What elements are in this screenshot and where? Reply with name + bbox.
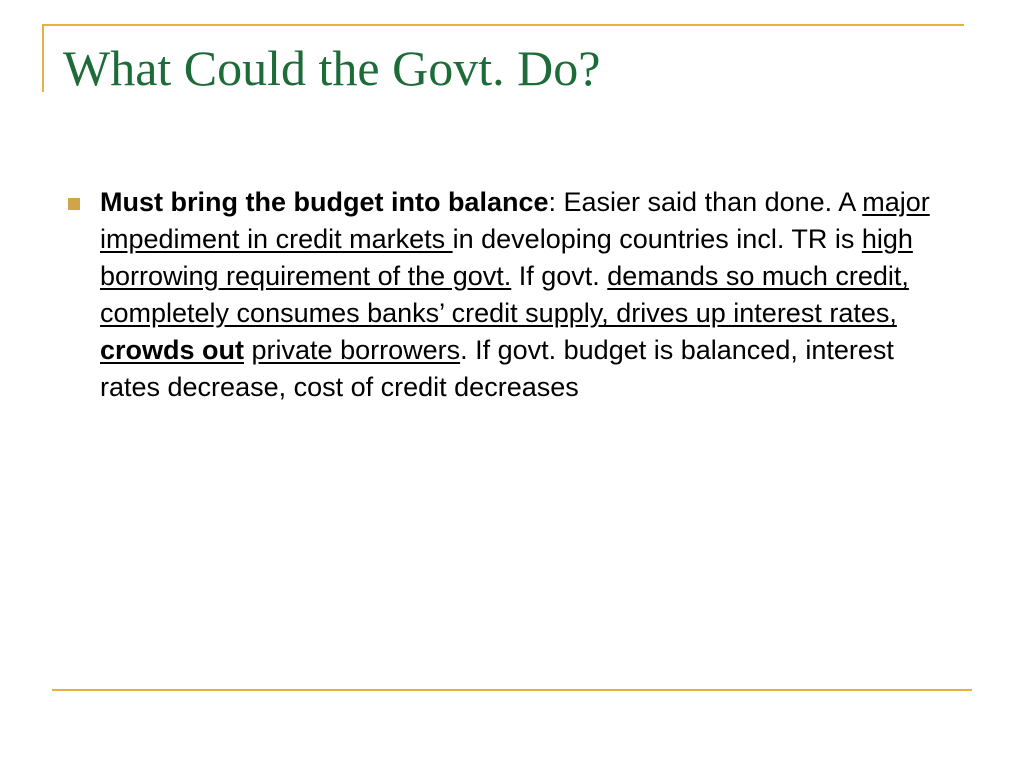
top-accent-rule [42, 24, 964, 26]
text-run-underlined: private borrowers [251, 335, 461, 365]
square-bullet-icon [68, 198, 80, 210]
bottom-accent-rule [52, 689, 972, 691]
text-run [244, 335, 252, 365]
bullet-text [100, 184, 942, 406]
text-run-underlined: demands so much credit, completely consumes banks’ credit supply, drives up interest rates, [100, 261, 909, 328]
left-accent-rule [42, 24, 44, 92]
text-run: If govt. [511, 261, 608, 291]
text-run-underlined: major impediment in credit markets [100, 187, 930, 254]
text-run: : Easier said than done. A [548, 187, 863, 217]
text-run-bold-underlined: crowds out [100, 335, 245, 365]
bullet-list [62, 184, 942, 406]
text-run: . If govt. budget is balanced, interest rates decrease, cost of credit decreases [100, 335, 894, 402]
bullet-item [62, 184, 942, 406]
slide-title: What Could the Govt. Do? [63, 40, 601, 96]
text-run-underlined: high borrowing requirement of the govt. [100, 224, 913, 291]
text-run: in developing countries incl. TR is [452, 224, 862, 254]
text-run-bold: Must bring the budget into balance [100, 187, 549, 217]
